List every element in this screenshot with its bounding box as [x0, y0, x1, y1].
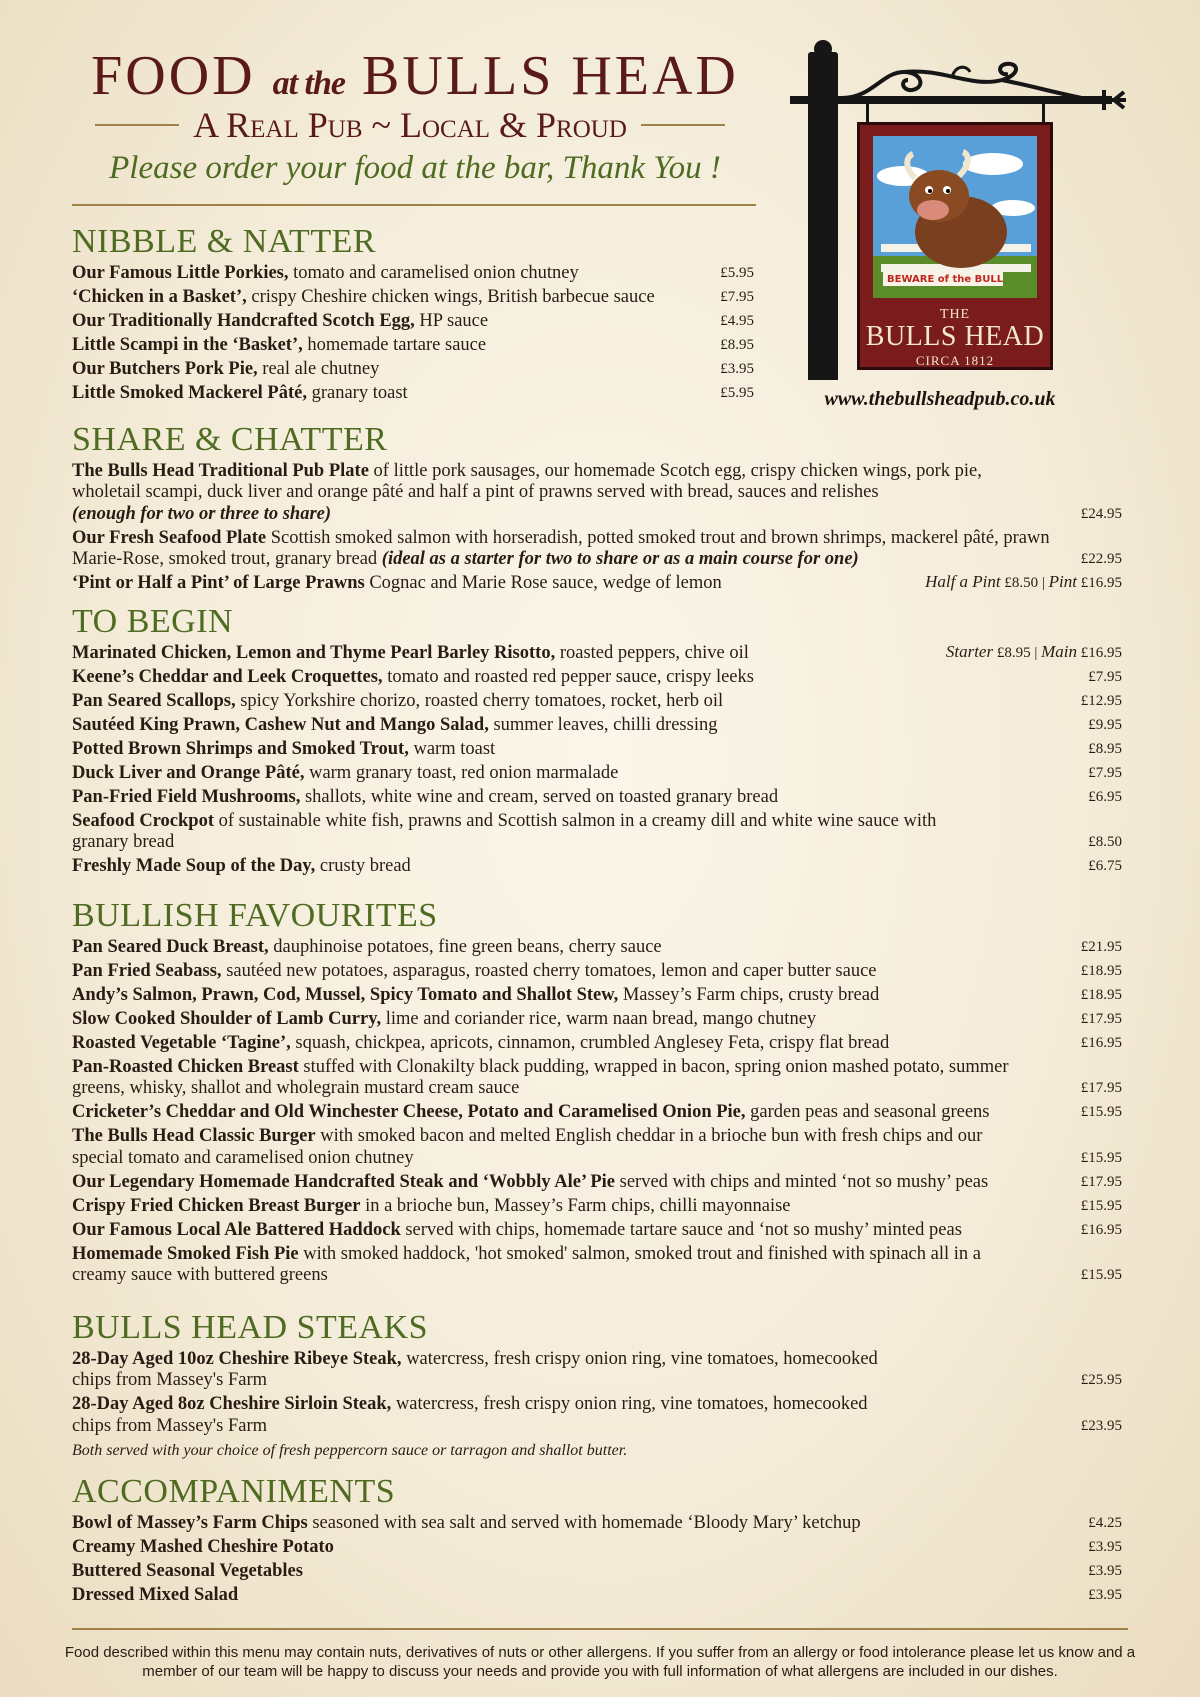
menu-item: [72, 1349, 1122, 1392]
item-name: Pan Seared Scallops,: [72, 690, 236, 711]
item-desc: Scottish smoked salmon with horseradish, potted smoked trout and brown shrimps, mackerel pâté, prawn Marie-Rose, smoked trout, granary bread: [72, 527, 1050, 569]
item-price: £12.95: [1080, 692, 1122, 709]
title-food: FOOD: [91, 45, 256, 107]
menu-item: [72, 287, 754, 309]
menu-item: [72, 1126, 1122, 1169]
menu-item: [72, 1585, 1122, 1607]
menu-item: [72, 1561, 1122, 1583]
menu-item: [72, 573, 1122, 595]
steak-sauce-note: Both served with your choice of fresh peppercorn sauce or tarragon and shallot butter.: [72, 1441, 628, 1459]
item-name: Pan-Fried Field Mushrooms,: [72, 786, 301, 807]
item-desc: lime and coriander rice, warm naan bread, mango chutney: [381, 1008, 817, 1029]
subtitle-text: A Real Pub ~ Local & Proud: [193, 105, 627, 145]
item-name: Crispy Fried Chicken Breast Burger: [72, 1195, 361, 1216]
item-price: £7.95: [1088, 668, 1122, 685]
item-desc: crispy Cheshire chicken wings, British barbecue sauce: [246, 286, 655, 307]
item-desc: tomato and caramelised onion chutney: [288, 262, 579, 283]
menu-item: [72, 359, 754, 381]
item-price: £3.95: [1088, 1538, 1122, 1555]
item-price: £15.95: [1080, 1149, 1122, 1166]
price-value: £16.95: [1080, 644, 1122, 661]
section-title: NIBBLE & NATTER: [72, 223, 377, 260]
item-name: Our Butchers Pork Pie,: [72, 358, 258, 379]
menu-item: [72, 1244, 1122, 1287]
section-nibble-natter: [72, 224, 754, 407]
menu-item: [72, 787, 1122, 809]
item-price: £23.95: [1080, 1417, 1122, 1434]
menu-item: [72, 643, 1122, 665]
item-name: Dressed Mixed Salad: [72, 1584, 239, 1605]
menu-item: [72, 985, 1122, 1007]
item-name: Bowl of Massey’s Farm Chips: [72, 1512, 308, 1533]
item-desc: of sustainable white fish, prawns and Scottish salmon in a creamy dill and white wine sauce with granary bread: [72, 810, 937, 852]
header-divider: [72, 204, 756, 206]
item-name: The Bulls Head Classic Burger: [72, 1126, 316, 1146]
fence-warning-text: BEWARE of the BULL: [887, 274, 1004, 285]
item-name: Homemade Smoked Fish Pie: [72, 1243, 299, 1264]
item-name: Cricketer’s Cheddar and Old Winchester Cheese, Potato and Caramelised Onion Pie,: [72, 1102, 746, 1122]
menu-item: [72, 383, 754, 405]
menu-item: [72, 263, 754, 285]
section-share-chatter: [72, 422, 1122, 597]
price-label: Pint: [1048, 572, 1077, 591]
item-name: 28-Day Aged 10oz Cheshire Ribeye Steak,: [72, 1348, 402, 1369]
item-price: £17.95: [1080, 1173, 1122, 1190]
item-desc: real ale chutney: [257, 358, 380, 379]
menu-item: [72, 715, 1122, 737]
item-price: £22.95: [1080, 551, 1122, 567]
item-name: Little Smoked Mackerel Pâté,: [72, 382, 307, 403]
menu-item: [72, 667, 1122, 689]
item-desc: watercress, fresh crispy onion ring, vine tomatoes, homecooked chips from Massey's Farm: [72, 1348, 878, 1390]
item-name: Roasted Vegetable ‘Tagine’,: [72, 1032, 291, 1053]
menu-item: [72, 1513, 1122, 1535]
subtitle: [95, 104, 725, 146]
item-name: ‘Chicken in a Basket’,: [72, 286, 247, 307]
price-label: Main: [1041, 641, 1077, 661]
item-price: £4.95: [720, 312, 754, 329]
item-price: £18.95: [1080, 986, 1122, 1003]
item-price: £5.95: [720, 384, 754, 401]
pub-sign-board: [857, 122, 1053, 370]
price-value: £8.50: [1004, 575, 1039, 591]
item-desc: roasted peppers, chive oil: [555, 642, 749, 663]
menu-item: [72, 1220, 1122, 1242]
section-bullish-favourites: [72, 898, 1122, 1289]
item-desc: crusty bread: [315, 856, 411, 876]
item-price: £8.95: [1088, 740, 1122, 757]
item-name: Buttered Seasonal Vegetables: [72, 1560, 303, 1581]
item-price: £5.95: [720, 264, 754, 281]
item-name: Andy’s Salmon, Prawn, Cod, Mussel, Spicy Tomato and Shallot Stew,: [72, 984, 619, 1005]
item-name: Our Famous Local Ale Battered Haddock: [72, 1219, 401, 1240]
item-name: Keene’s Cheddar and Leek Croquettes,: [72, 666, 383, 687]
sign-finial-ornament: [1090, 82, 1126, 118]
item-desc: served with chips, homemade tartare sauce and ‘not so mushy’ minted peas: [400, 1219, 962, 1240]
item-desc: stuffed with Clonakilty black pudding, wrapped in bacon, spring onion mashed potato, summer greens, whisky, shallot and wholegrain mustard cream sauce: [72, 1056, 1009, 1098]
allergen-notice: Food described within this menu may contain nuts, derivatives of nuts or other allergens. If you suffer from an allergy or food intolerance please let us know and a member of our team will be happy to discuss your needs and provide you with full information of what allergens are included in our dishes.: [64, 1644, 1136, 1680]
item-price: £3.95: [720, 360, 754, 377]
menu-item: [72, 811, 1122, 854]
menu-item: [72, 1033, 1122, 1055]
item-desc: garden peas and seasonal greens: [745, 1102, 990, 1122]
subtitle-rule-left: [95, 124, 179, 126]
item-desc: with smoked bacon and melted English cheddar in a brioche bun with fresh chips and our special tomato and caramelised onion chutney: [72, 1126, 983, 1168]
section-accompaniments: [72, 1474, 1122, 1609]
item-desc: warm granary toast, red onion marmalade: [304, 762, 619, 783]
item-price: £4.25: [1088, 1514, 1122, 1531]
item-name: 28-Day Aged 8oz Cheshire Sirloin Steak,: [72, 1394, 392, 1414]
section-to-begin: [72, 604, 1122, 880]
item-name: Pan Fried Seabass,: [72, 960, 222, 981]
section-title: SHARE & CHATTER: [72, 421, 388, 458]
item-desc: Massey’s Farm chips, crusty bread: [618, 984, 880, 1005]
section-steaks: [72, 1310, 1122, 1462]
item-price: £17.95: [1080, 1010, 1122, 1027]
menu-item: [72, 1009, 1122, 1031]
item-price: £7.95: [720, 288, 754, 305]
menu-item: [72, 335, 754, 357]
item-desc: tomato and roasted red pepper sauce, crispy leeks: [382, 666, 754, 687]
menu-item: [72, 1172, 1122, 1194]
website-link[interactable]: www.thebullsheadpub.co.uk: [824, 388, 1056, 410]
item-price: £15.95: [1080, 1197, 1122, 1214]
menu-item: [72, 528, 1122, 571]
item-price: £15.95: [1080, 1104, 1122, 1120]
menu-item: [72, 1057, 1122, 1100]
item-name: The Bulls Head Traditional Pub Plate: [72, 460, 369, 481]
item-name: ‘Pint or Half a Pint’ of Large Prawns: [72, 573, 365, 593]
item-price: £6.95: [1088, 788, 1122, 805]
item-desc: squash, chickpea, apricots, cinnamon, crumbled Anglesey Feta, crispy flat bread: [290, 1032, 890, 1053]
item-name: Marinated Chicken, Lemon and Thyme Pearl Barley Risotto,: [72, 642, 556, 663]
item-desc: warm toast: [408, 738, 496, 759]
item-desc: granary toast: [306, 382, 408, 403]
item-price: £18.95: [1080, 962, 1122, 979]
item-name: Our Traditionally Handcrafted Scotch Egg,: [72, 310, 415, 331]
item-price: £16.95: [1080, 1034, 1122, 1051]
item-name: Our Famous Little Porkies,: [72, 262, 289, 283]
item-note: (ideal as a starter for two to share or as a main course for one): [381, 549, 859, 569]
price-label: Starter: [945, 641, 994, 661]
item-name: Creamy Mashed Cheshire Potato: [72, 1536, 334, 1557]
menu-item: [72, 691, 1122, 713]
sign-text-bulls-head: BULLS HEAD: [865, 321, 1045, 352]
item-desc: in a brioche bun, Massey’s Farm chips, chilli mayonnaise: [360, 1195, 791, 1216]
sign-scroll-ornament: [842, 58, 1082, 102]
section-title: BULLISH FAVOURITES: [72, 897, 438, 934]
item-name: Pan-Roasted Chicken Breast: [72, 1056, 299, 1077]
section-title: BULLS HEAD STEAKS: [72, 1309, 429, 1346]
menu-item: [72, 1102, 1122, 1124]
item-price: £17.95: [1080, 1080, 1122, 1096]
item-price: £16.95: [1080, 1221, 1122, 1238]
item-name: Slow Cooked Shoulder of Lamb Curry,: [72, 1008, 382, 1029]
item-price: £8.95: [720, 336, 754, 353]
item-desc: homemade tartare sauce: [302, 334, 487, 355]
item-name: Duck Liver and Orange Pâté,: [72, 762, 305, 783]
item-desc: with smoked haddock, 'hot smoked' salmon, smoked trout and finished with spinach all in a creamy sauce with buttered greens: [72, 1243, 981, 1285]
menu-item: [72, 856, 1122, 878]
item-price: £21.95: [1080, 938, 1122, 955]
item-price: £3.95: [1088, 1562, 1122, 1579]
section-title: ACCOMPANIMENTS: [72, 1473, 396, 1510]
menu-item: [72, 1394, 1122, 1437]
item-price: Starter £8.95 | Main £16.95: [945, 641, 1122, 661]
item-desc: Cognac and Marie Rose sauce, wedge of lemon: [364, 573, 722, 593]
price-label: Half a Pint: [925, 572, 1001, 591]
bull-illustration: [873, 136, 1037, 298]
item-desc: summer leaves, chilli dressing: [488, 714, 718, 735]
sign-text-the: THE: [939, 307, 971, 322]
item-price: £24.95: [1080, 505, 1122, 522]
item-price: £6.75: [1088, 858, 1122, 874]
item-desc: shallots, white wine and cream, served on toasted granary bread: [300, 786, 779, 807]
section-title: TO BEGIN: [72, 603, 234, 640]
price-value: £8.95: [996, 644, 1031, 661]
title-connector: at the: [272, 65, 345, 102]
order-at-bar-note: Please order your food at the bar, Thank You !: [109, 150, 721, 186]
subtitle-rule-right: [641, 124, 725, 126]
item-price: £25.95: [1080, 1372, 1122, 1388]
item-name: Potted Brown Shrimps and Smoked Trout,: [72, 738, 409, 759]
item-price: £15.95: [1080, 1267, 1122, 1283]
item-name: Our Legendary Homemade Handcrafted Steak and ‘Wobbly Ale’ Pie: [72, 1171, 616, 1192]
item-price: Half a Pint £8.50 | Pint £16.95: [925, 572, 1122, 591]
menu-item: [72, 937, 1122, 959]
item-price: £3.95: [1088, 1586, 1122, 1603]
menu-item: [72, 739, 1122, 761]
item-name: Little Scampi in the ‘Basket’,: [72, 334, 303, 355]
item-desc: spicy Yorkshire chorizo, roasted cherry tomatoes, rocket, herb oil: [235, 690, 724, 711]
item-price: £7.95: [1088, 764, 1122, 781]
item-name: Seafood Crockpot: [72, 810, 215, 831]
item-name: Freshly Made Soup of the Day,: [72, 856, 316, 876]
menu-item: [72, 763, 1122, 785]
menu-item: [72, 961, 1122, 983]
menu-item: [72, 461, 1122, 526]
item-note: (enough for two or three to share): [72, 503, 332, 524]
item-name: Pan Seared Duck Breast,: [72, 936, 269, 957]
title-bulls-head: BULLS HEAD: [361, 45, 739, 107]
item-desc: watercress, fresh crispy onion ring, vine tomatoes, homecooked chips from Massey's Farm: [72, 1394, 868, 1436]
item-name: Sautéed King Prawn, Cashew Nut and Mango Salad,: [72, 714, 489, 735]
item-price: £9.95: [1088, 716, 1122, 733]
item-desc: of little pork sausages, our homemade Scotch egg, crispy chicken wings, pork pie, wholetail scampi, duck liver and orange pâté and half a pint of prawns served with bread, sauces and relishes: [72, 460, 982, 502]
item-desc: dauphinoise potatoes, fine green beans, cherry sauce: [268, 936, 662, 957]
price-value: £16.95: [1080, 575, 1122, 591]
item-desc: served with chips and minted ‘not so mushy’ peas: [615, 1171, 989, 1192]
footer-divider: [72, 1628, 1128, 1630]
item-name: Our Fresh Seafood Plate: [72, 527, 267, 548]
menu-item: [72, 1196, 1122, 1218]
item-desc: sautéed new potatoes, asparagus, roasted cherry tomatoes, lemon and caper butter sauce: [221, 960, 877, 981]
item-desc: seasoned with sea salt and served with homemade ‘Bloody Mary’ ketchup: [307, 1512, 861, 1533]
item-desc: HP sauce: [414, 310, 489, 331]
menu-item: [72, 1537, 1122, 1559]
sign-text-circa: CIRCA 1812: [915, 353, 995, 368]
item-price: £8.50: [1088, 834, 1122, 850]
menu-item: [72, 311, 754, 333]
